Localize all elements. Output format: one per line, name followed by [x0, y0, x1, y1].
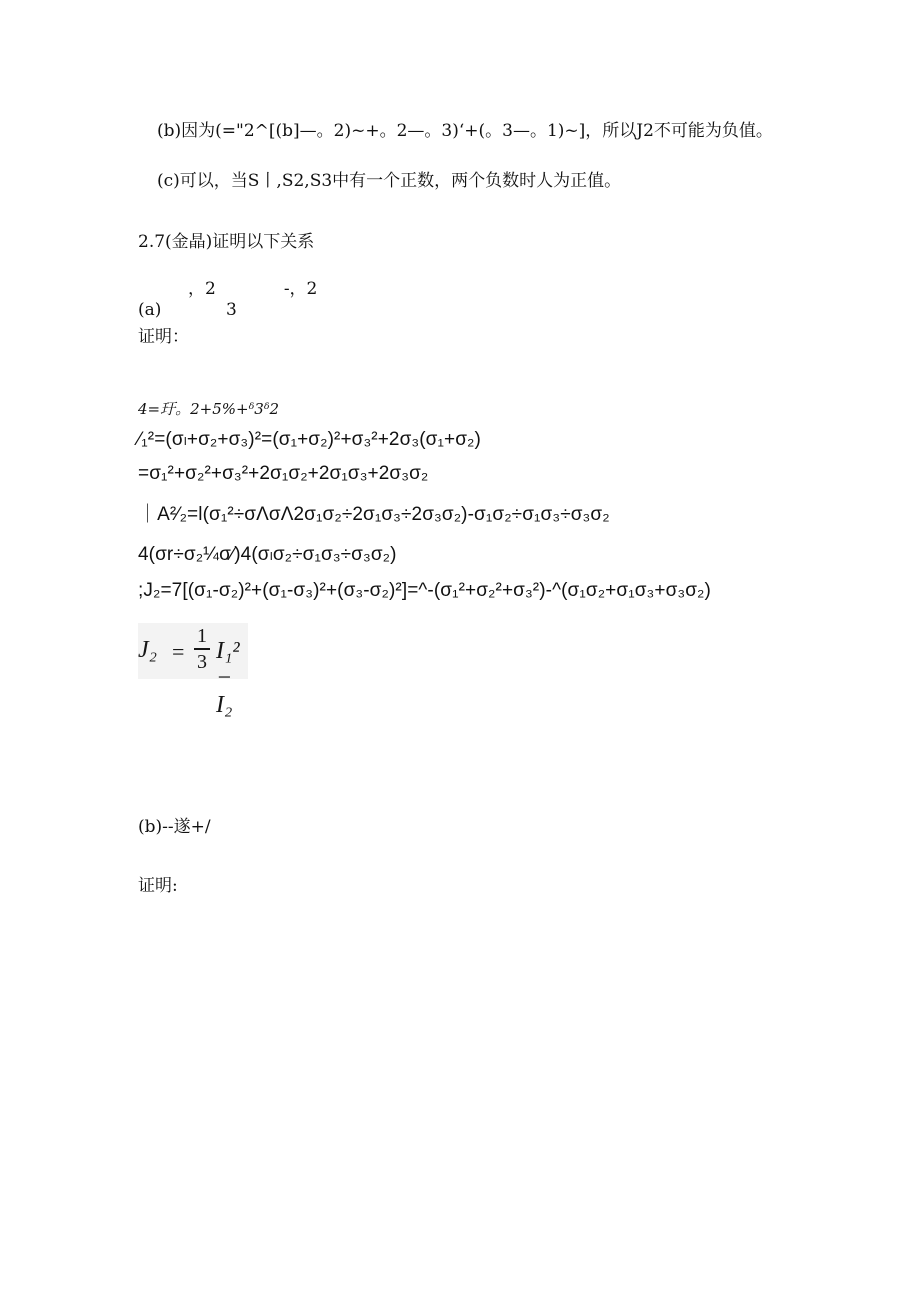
proof-step-6: ;J₂=7[(σ₁-σ₂)²+(σ₁-σ₃)²+(σ₃-σ₂)²]=^-(σ₁²+σ₂²+σ₃²)-^(σ₁σ₂+σ₁σ₃+σ₃σ₂) — [138, 580, 711, 601]
relation-b-label: (b)--遂+/ — [138, 817, 211, 837]
fraction-bar — [194, 648, 210, 650]
formula-j2-symbol: J₂ — [138, 637, 157, 663]
proof-step-4: ｜A²⁄₂=l(σ₁²÷σΛσΛ2σ₁σ₂÷2σ₁σ₃÷2σ₃σ₂)-σ₁σ₂÷σ₁σ₃÷σ₃σ₂ — [138, 504, 610, 525]
relation-a-top-fragment: ，2 -，2 — [188, 279, 318, 299]
relation-a-label: (a) — [138, 300, 162, 320]
proof-step-3: =σ₁²+σ₂²+σ₃²+2σ₁σ₂+2σ₁σ₃+2σ₃σ₂ — [138, 463, 429, 484]
formula-remainder: I₁² − I₂ — [216, 638, 240, 718]
formula-numerator: 1 — [197, 625, 207, 647]
text-line-b-statement: (b)因为(="2^[(b]—。2)~+。2—。3)‘+(。3—。1)~]，所以J2不可能为负值。 — [157, 121, 773, 141]
relation-a-denominator: 3 — [226, 300, 237, 320]
formula-fraction — [194, 625, 210, 673]
formula-image-j2 — [138, 623, 248, 718]
formula-denominator: 3 — [197, 651, 207, 673]
proof-step-5: 4(σr÷σ₂¼σ⁄)4(σₗσ₂÷σ₁σ₃÷σ₃σ₂) — [138, 544, 397, 565]
section-heading: 2.7(金晶)证明以下关系 — [138, 232, 315, 252]
proof-step-2: ⁄₁²=(σₗ+σ₂+σ₃)²=(σ₁+σ₂)²+σ₃²+2σ₃(σ₁+σ₂) — [138, 429, 481, 450]
proof-label: 证明： — [138, 327, 189, 347]
proof-step-1: 4=玗。2+5%+ᵟ3ᵟ2 — [138, 400, 280, 418]
text-line-c-statement: (c)可以，当S丨,S2,S3中有一个正数，两个负数时人为正值。 — [157, 171, 622, 191]
formula-equals: = — [172, 639, 185, 664]
proof-label-2: 证明: — [138, 876, 178, 896]
